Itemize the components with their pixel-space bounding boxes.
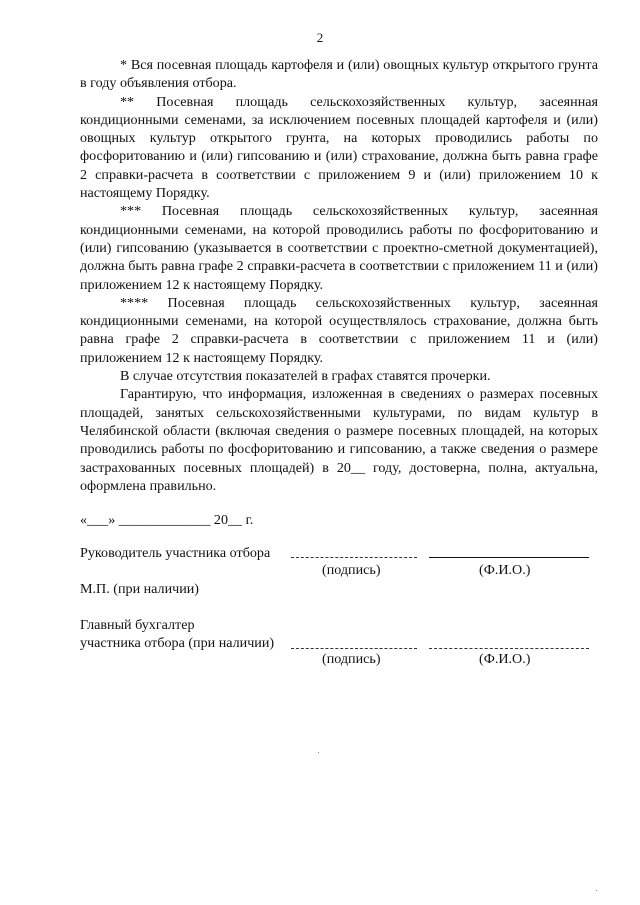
accountant-label-line-2: участника отбора (при наличии) bbox=[80, 635, 275, 651]
head-name-caption: (Ф.И.О.) bbox=[479, 562, 531, 578]
footnote-one-star: * Вся посевная площадь картофеля и (или) овощных культур открытого грунта в году объявления отбора. bbox=[80, 57, 598, 92]
head-name-blank bbox=[429, 557, 589, 558]
scan-speck bbox=[318, 752, 319, 753]
head-signature-caption: (подпись) bbox=[322, 562, 381, 578]
footnote-three-stars: *** Посевная площадь сельскохозяйственных культур, засеянная кондиционными семенами, на которой проводились работы по фосфоритованию и (или) гипсованию (указывается в соответствии с проектно-сметной документацией), должна быть равна графе 2 справки-расчета в соответствии с приложением 11 и (или) приложением 12 к настоящему Порядку. bbox=[80, 203, 598, 293]
date-line: «___» _____________ 20__ г. bbox=[80, 512, 254, 528]
page-number: 2 bbox=[316, 30, 324, 45]
head-label: Руководитель участника отбора bbox=[80, 545, 271, 561]
accountant-label-line-1: Главный бухгалтер bbox=[80, 617, 195, 633]
accountant-name-blank bbox=[429, 648, 589, 649]
document-body bbox=[80, 56, 598, 495]
accountant-name-caption: (Ф.И.О.) bbox=[479, 651, 531, 667]
footnote-two-stars: ** Посевная площадь сельскохозяйственных культур, засеянная кондиционными семенами, за исключением посевных площадей картофеля и (или) овощных культур открытого грунта, на которых проводились работы по фосфоритованию и (или) гипсованию и (или) страхование, должна быть равна графе 2 справки-расчета в соответствии с приложением 9 и (или) приложением 10 к настоящему Порядку. bbox=[80, 93, 598, 202]
accountant-signature-blank bbox=[291, 648, 417, 649]
stamp-label: М.П. (при наличии) bbox=[80, 581, 199, 597]
scan-speck bbox=[596, 890, 597, 891]
empty-columns-note: В случае отсутствия показателей в графах ставятся прочерки. bbox=[120, 368, 491, 385]
guarantee-statement: Гарантирую, что информация, изложенная в сведениях о размерах посевных площадей, занятых сельскохозяйственными культурами, по видам культур в Челябинской области (включая сведения о размере посевных площадей, на которых проводились работы по фосфоритованию и гипсованию, а также сведения о размере застрахованных посевных площадей) в 20__ году, достоверна, полна, актуальна, оформлена правильно. bbox=[80, 386, 598, 494]
head-signature-blank bbox=[291, 557, 417, 558]
accountant-signature-caption: (подпись) bbox=[322, 651, 381, 667]
footnote-four-stars: **** Посевная площадь сельскохозяйственных культур, засеянная кондиционными семенами, на которой осуществлялось страхование, должна быть равна графе 2 справки-расчета в соответствии с приложением 11 и (или) приложением 12 к настоящему Порядку. bbox=[80, 294, 598, 366]
